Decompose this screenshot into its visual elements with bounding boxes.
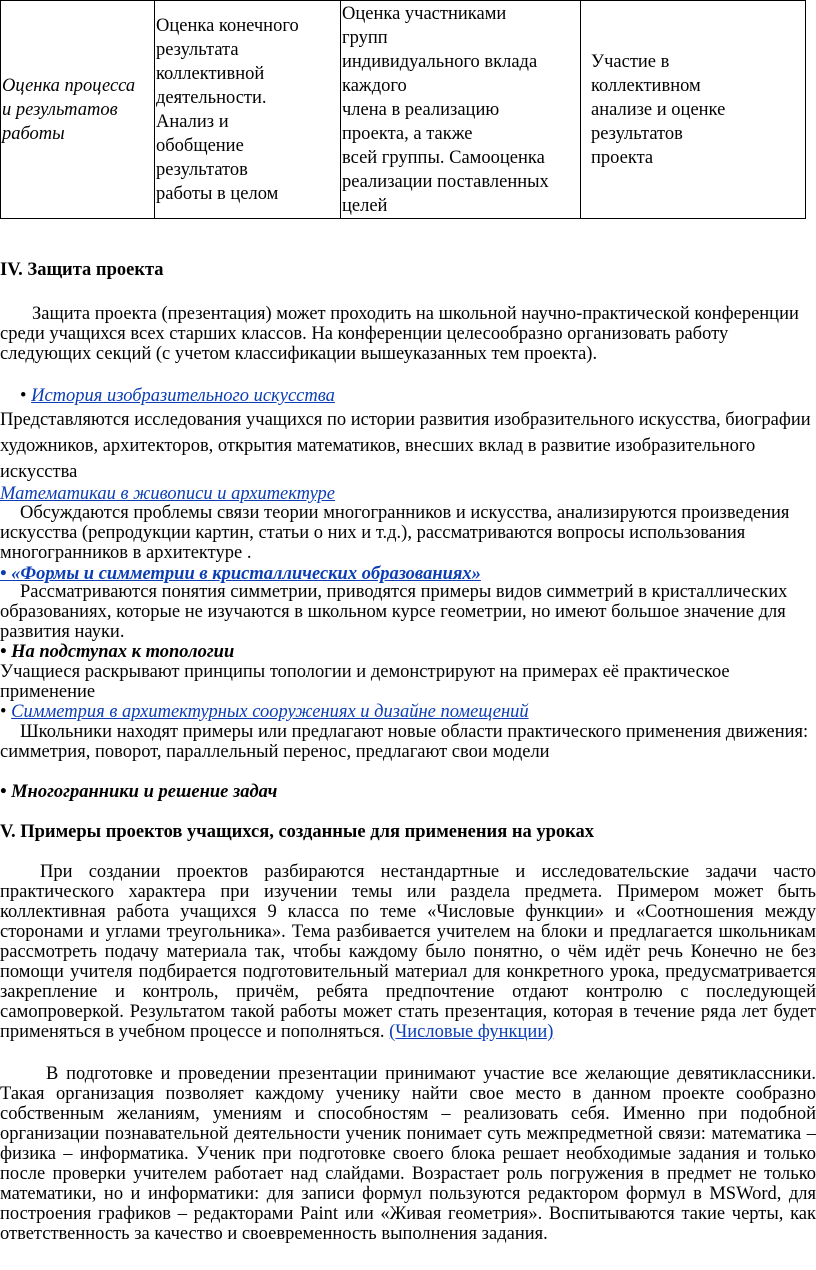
link-crystal-symmetry[interactable]: • «Формы и симметрии в кристаллических образованиях»: [0, 564, 481, 584]
section-4-heading: IV. Защита проекта: [0, 260, 164, 280]
link-math-painting[interactable]: Математикаи в живописи и архитектуре: [0, 484, 336, 504]
table-cell-final-result: Оценка конечного результата коллективной деятельности. Анализ и обобщение результатов работы в целом: [155, 1, 341, 219]
link-number-functions[interactable]: (Числовые функции): [389, 1022, 554, 1042]
bullet: •: [20, 386, 27, 406]
section-item-topology: • На подступах к топологии: [0, 642, 235, 662]
link-architecture-symmetry[interactable]: Симметрия в архитектурных сооружениях и дизайне помещений: [11, 702, 529, 722]
section-5-paragraph-2: В подготовке и проведении презентации принимают участие все желающие девятиклассники. Такая организация позволяет каждому ученику найти свое место в данном проекте сообразно собственным желаниям, умениям и способностям – реализовать себя. Именно при подобной организации познавательной деятельности ученик понимает суть межпредметной связи: математика – физика – информатика. Ученик при подготовке своего блока решает необходимые задания и только после проверки учителем работает над слайдами. Возрастает роль погружения в предмет не только математики, но и информатики: для записи формул пользуются редактором формул в MSWord, для построения графиков – редакторами Paint или «Живая геометрия». Воспитываются такие черты, как ответственность за качество и своевременность выполнения задания.: [0, 1064, 816, 1244]
section-item-math-painting-text: Обсуждаются проблемы связи теории многогранников и искусства, анализируются произведения искусства (репродукции картин, статьи о них и т.д.), рассматриваются вопросы использования многогранников в архитектуре .: [0, 503, 790, 563]
link-art-history[interactable]: История изобразительного искусства: [31, 386, 335, 406]
section-5-paragraph-1-text: При создании проектов разбираются нестандартные и исследовательские задачи часто практического характера при изучении темы или раздела предмета. Примером может быть коллективная работа учащихся 9 класса по теме «Числовые функции» и «Соотношения между сторонами и углами треугольника». Тема разбивается учителем на блоки и предлагается школьникам рассмотреть подачу материала так, чтобы каждому было понятно, о чём идёт речь Конечно не без помощи учителя подбирается подготовительный материал для конкретного урока, предусматривается закрепление и контроль, причём, ребята предпочтение отдают контролю с последующей самопроверкой. Результатом такой работы может стать презентация, которая в течение ряда лет будет применяться в учебном процессе и пополняться.: [0, 862, 816, 1042]
section-item-architecture-symmetry-text: Школьники находят примеры или предлагают новые области практического применения движения: симметрия, поворот, параллельный перенос, предлагают свои модели: [0, 722, 809, 762]
section-item-art-history-text: Представляются исследования учащихся по истории развития изобразительного искусства, биографии художников, архитекторов, открытия математиков, внесших вклад в развитие изобразительного искусства: [0, 410, 811, 482]
table-cell-process-evaluation: Оценка процесса и результатов работы: [1, 1, 155, 219]
table-row: [1, 1, 806, 219]
section-item-art-history: [0, 386, 816, 406]
bullet: •: [0, 702, 7, 722]
section-5-heading: V. Примеры проектов учащихся, созданные для применения на уроках: [0, 822, 595, 842]
section-item-crystal-symmetry: [0, 564, 816, 584]
section-item-topology-text: Учащиеся раскрывают принципы топологии и демонстрируют на примерах её практическое применение: [0, 662, 730, 702]
table-cell-collective-analysis: Участие в коллективном анализе и оценке результатов проекта: [581, 1, 806, 219]
section-5-paragraph-1: [0, 862, 816, 1042]
section-item-architecture-symmetry: [0, 702, 816, 722]
evaluation-table: [0, 0, 806, 219]
section-item-crystal-symmetry-text: Рассматриваются понятия симметрии, приводятся примеры видов симметрий в кристаллических образованиях, которые не изучаются в школьном курсе геометрии, но имеют большое значение для развития науки.: [0, 582, 788, 642]
table-cell-participant-assessment: Оценка участниками групп индивидуального вклада каждого члена в реализацию проекта, а также всей группы. Самооценка реализации поставленных целей: [341, 1, 581, 219]
section-item-math-painting: [0, 484, 816, 504]
section-4-intro: Защита проекта (презентация) может проходить на школьной научно-практической конференции среди учащихся всех старших классов. На конференции целесообразно организовать работу следующих секций (с учетом классификации вышеуказанных тем проекта).: [0, 304, 799, 364]
section-item-polyhedra: • Многогранники и решение задач: [0, 782, 278, 802]
